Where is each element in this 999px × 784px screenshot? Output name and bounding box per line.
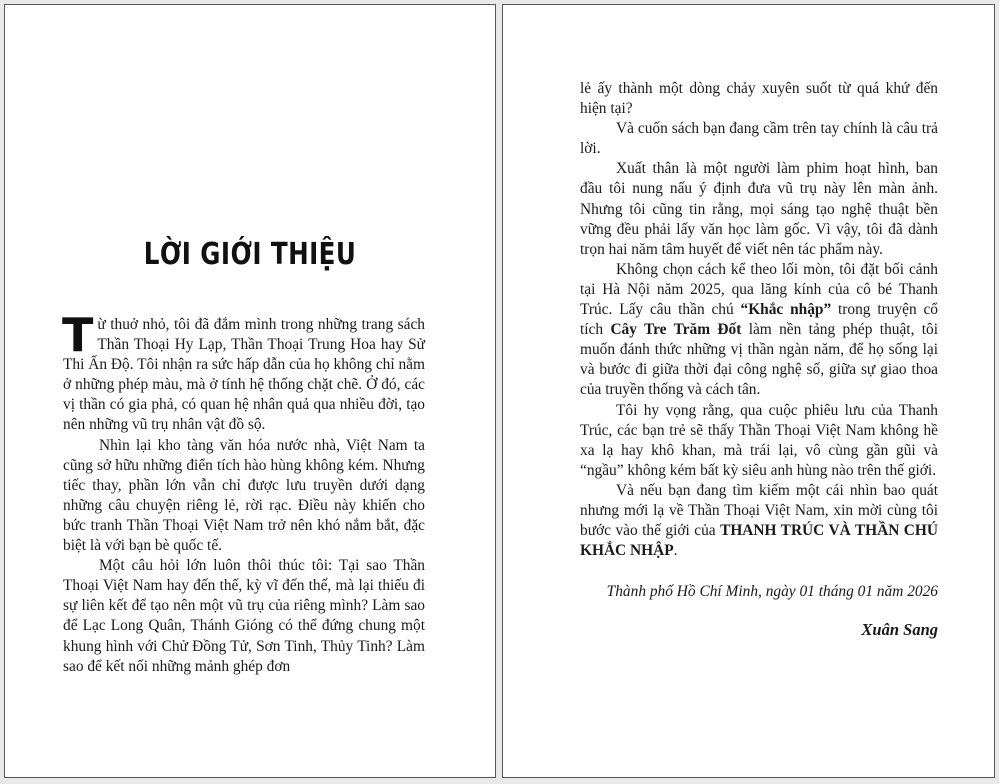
right-page: [502, 4, 995, 778]
paragraph-7: Tôi hy vọng rằng, qua cuộc phiêu lưu của Thanh Trúc, các bạn trẻ sẽ thấy Thần Thoại Việt Nam không hề xa lạ hay khô khan, mà trái lại, vô cùng gần gũi và “ngầu” không kém bất kỳ siêu anh hùng nào trên thế giới.: [580, 401, 938, 479]
folk-tale-title: Cây Tre Trăm Đốt: [610, 321, 742, 339]
paragraph-6-text-c: trong truyện cổ tích: [580, 301, 938, 339]
signoff-date: Thành phố Hồ Chí Minh, ngày 01 tháng 01 năm 2026: [606, 583, 938, 600]
paragraph-6-text-a: Không chọn cách kể theo lối mòn, tôi đặt bối cảnh tại Hà Nội năm 2025, qua lăng kính của cô bé Thanh Trúc. Lấy câu thần chú: [580, 260, 938, 319]
paragraph-6-text-e: làm nền tảng phép thuật, tôi muốn đánh thức những vị thần ngàn năm, để họ sống lại và bước đi giữa thời đại công nghệ số, giữa sự giao thoa của truyền thống và cách tân.: [580, 321, 939, 399]
paragraph-3: Một câu hỏi lớn luôn thôi thúc tôi: Tại sao Thần Thoại Việt Nam hay đến thế, kỳ vĩ đến thế, mà lại thiếu đi sự liên kết để tạo nên một vũ trụ của riêng mình? Làm sao để Lạc Long Quân, Thánh Gióng có thể đứng chung một khung hình với Chử Đồng Tử, Sơn Tinh, Thủy Tinh? Làm sao để kết nối những mảnh ghép đơn: [63, 557, 425, 675]
chapter-title: LỜI GIỚI THIỆU: [143, 237, 357, 272]
paragraph-8-text-a: Và nếu bạn đang tìm kiếm một cái nhìn bao quát nhưng mới lạ về Thần Thoại Việt Nam, xin mời cùng tôi bước vào thế giới của: [580, 481, 938, 540]
paragraph-8-text-c: .: [673, 542, 678, 560]
right-page-body: [580, 79, 938, 561]
paragraph-4: Và cuốn sách bạn đang cầm trên tay chính là câu trả lời.: [580, 120, 938, 158]
left-page-body: [62, 308, 425, 677]
paragraph-5: Xuất thân là một người làm phim hoạt hình, ban đầu tôi nung nấu ý định đưa vũ trụ này lên màn ảnh. Nhưng tôi cũng tin rằng, mọi sáng tạo nghệ thuật bền vững đều phải lấy văn học làm gốc. Vì vậy, tôi đã dành trọn hai năm tâm huyết để viết nên tác phẩm này.: [580, 160, 938, 258]
paragraph-3-continued: lẻ ấy thành một dòng chảy xuyên suốt từ quá khứ đến hiện tại?: [580, 80, 938, 118]
book-title: THANH TRÚC VÀ THẦN CHÚ KHẮC NHẬP: [580, 522, 938, 560]
spell-name: “Khắc nhập”: [740, 301, 832, 319]
left-page: [4, 4, 496, 778]
paragraph-1-text: ừ thuở nhỏ, tôi đã đắm mình trong những trang sách Thần Thoại Hy Lạp, Thần Thoại Trung Hoa hay Sử Thi Ấn Độ. Tôi nhận ra sức hấp dẫn của họ không chỉ nằm ở những phép màu, mà ở tính hệ thống chặt chẽ. Ở đó, các vị thần có gia phả, có quan hệ nhân quả qua nhiều đời, tạo nên những vũ trụ nhân vật đồ sộ.: [63, 316, 425, 434]
paragraph-1: [62, 308, 425, 436]
paragraph-2: Nhìn lại kho tàng văn hóa nước nhà, Việt Nam ta cũng sở hữu những điển tích hào hùng không kém. Nhưng tiếc thay, phần lớn vẫn chỉ được lưu truyền dưới dạng những câu chuyện riêng lẻ, rời rạc. Điều này khiến cho bức tranh Thần Thoại Việt Nam trở nên khó nắm bắt, đặc biệt là với bạn bè quốc tế.: [63, 436, 425, 555]
author-signature: Xuân Sang: [861, 620, 938, 639]
paragraph-6: [580, 260, 938, 401]
paragraph-8: [580, 481, 938, 561]
drop-cap: T: [62, 308, 94, 362]
